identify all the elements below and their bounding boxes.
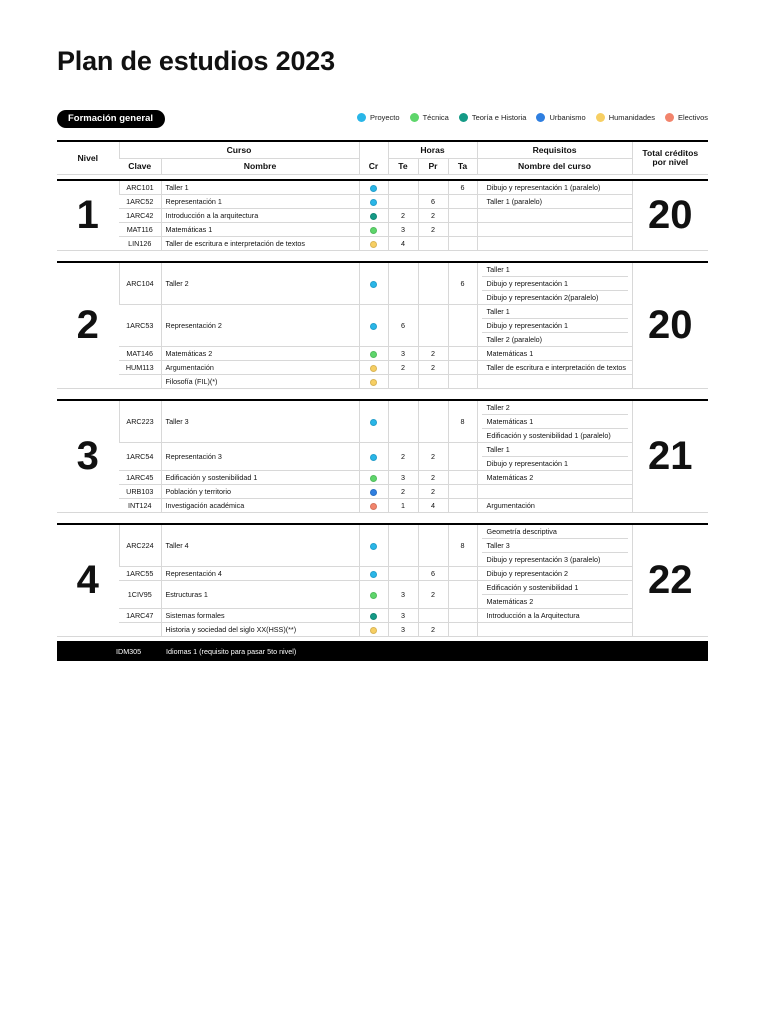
requirement: Dibujo y representación 1 (482, 319, 628, 333)
requirement (482, 223, 628, 236)
requirement: Matemáticas 1 (482, 415, 628, 429)
course-code: 1ARC52 (119, 195, 161, 209)
requirements-cell (477, 471, 632, 485)
credit-category (359, 180, 388, 195)
table-row (57, 361, 708, 375)
hours-ta (448, 443, 477, 471)
requirements-cell (477, 223, 632, 237)
table-row (57, 485, 708, 499)
hours-pr: 2 (418, 223, 448, 237)
category-dot-icon (370, 454, 377, 461)
header-clave: Clave (119, 159, 161, 175)
footer-bar (57, 641, 708, 661)
course-name: Representación 1 (161, 195, 359, 209)
requirement (482, 485, 628, 498)
category-dot-icon (370, 351, 377, 358)
credit-category (359, 262, 388, 305)
credit-category (359, 305, 388, 347)
requirements-cell (477, 567, 632, 581)
hours-pr (418, 400, 448, 443)
course-name: Argumentación (161, 361, 359, 375)
course-name: Taller 3 (161, 400, 359, 443)
hours-ta (448, 623, 477, 637)
requirements-cell (477, 195, 632, 209)
requirement: Geometría descriptiva (482, 525, 628, 539)
study-plan-table (57, 140, 708, 637)
course-code: URB103 (119, 485, 161, 499)
requirement: Dibujo y representación 1 (482, 277, 628, 291)
legend-item (665, 113, 708, 122)
requirement (482, 375, 628, 388)
hours-pr (418, 375, 448, 389)
level-total-credits: 20 (632, 180, 708, 251)
hours-te: 3 (388, 223, 418, 237)
requirement: Taller 1 (482, 305, 628, 319)
hours-ta (448, 347, 477, 361)
level-number: 1 (57, 180, 119, 251)
requirement: Introducción a la Arquitectura (486, 611, 580, 620)
requirement: Matemáticas 2 (486, 473, 534, 482)
credit-category (359, 209, 388, 223)
table-row (57, 223, 708, 237)
course-name: Filosofía (FIL)(*) (161, 375, 359, 389)
hours-pr (418, 609, 448, 623)
requirements-cell (477, 581, 632, 609)
hours-ta (448, 581, 477, 609)
requirement: Taller 3 (482, 539, 628, 553)
hours-ta (448, 223, 477, 237)
hours-te: 2 (388, 209, 418, 223)
category-dot-icon (370, 503, 377, 510)
hours-pr (418, 262, 448, 305)
requirement: Matemáticas 1 (486, 349, 534, 358)
header-nivel: Nivel (57, 141, 119, 175)
legend-color-icon (459, 113, 468, 122)
requirement: Taller 2 (paralelo) (486, 335, 543, 344)
requirement: Dibujo y representación 1 (486, 459, 569, 468)
hours-te: 2 (388, 485, 418, 499)
requirements-cell (477, 347, 632, 361)
credit-category (359, 567, 388, 581)
category-dot-icon (370, 543, 377, 550)
hours-pr (418, 524, 448, 567)
hours-pr (418, 237, 448, 251)
credit-category (359, 223, 388, 237)
course-name: Investigación académica (161, 499, 359, 513)
header-cr: Cr (359, 159, 388, 175)
hours-ta: 8 (448, 400, 477, 443)
table-row (57, 375, 708, 389)
course-code (119, 375, 161, 389)
course-name: Introducción a la arquitectura (161, 209, 359, 223)
legend-label: Electivos (677, 113, 708, 122)
legend-item (459, 113, 527, 122)
hours-ta (448, 609, 477, 623)
hours-ta (448, 499, 477, 513)
hours-te: 6 (388, 305, 418, 347)
credit-category (359, 499, 388, 513)
category-dot-icon (370, 323, 377, 330)
requirement (482, 209, 628, 222)
requirement (482, 237, 628, 250)
table-row (57, 262, 708, 305)
requirements-cell (477, 524, 632, 567)
legend-label: Humanidades (608, 113, 655, 122)
hours-ta (448, 485, 477, 499)
hours-te (388, 375, 418, 389)
course-name: Matemáticas 2 (161, 347, 359, 361)
header-pr: Pr (418, 159, 448, 175)
requirement: Edificación y sostenibilidad 1 (paralelo) (486, 431, 611, 440)
category-dot-icon (370, 185, 377, 192)
course-code: ARC223 (119, 400, 161, 443)
course-name: Representación 3 (161, 443, 359, 471)
table-row (57, 237, 708, 251)
table-row (57, 524, 708, 567)
credit-category (359, 485, 388, 499)
hours-pr: 2 (418, 361, 448, 375)
hours-pr: 2 (418, 209, 448, 223)
hours-te: 3 (388, 471, 418, 485)
category-dot-icon (370, 627, 377, 634)
requirements-cell (477, 375, 632, 389)
hours-te (388, 262, 418, 305)
hours-ta (448, 471, 477, 485)
table-row (57, 581, 708, 609)
table-row (57, 499, 708, 513)
requirement: Edificación y sostenibilidad 1 (482, 581, 628, 595)
hours-te: 2 (388, 361, 418, 375)
requirement: Dibujo y representación 3 (paralelo) (486, 555, 601, 564)
requirements-cell (477, 400, 632, 443)
credit-category (359, 623, 388, 637)
table-row (57, 400, 708, 443)
header-te: Te (388, 159, 418, 175)
hours-ta (448, 375, 477, 389)
requirements-cell (477, 262, 632, 305)
hours-pr (418, 180, 448, 195)
hours-pr: 6 (418, 567, 448, 581)
legend-label: Técnica (422, 113, 449, 122)
hours-pr: 2 (418, 623, 448, 637)
hours-ta (448, 237, 477, 251)
course-code: MAT116 (119, 223, 161, 237)
hours-ta (448, 195, 477, 209)
hours-ta: 8 (448, 524, 477, 567)
table-row (57, 209, 708, 223)
requirements-cell (477, 180, 632, 195)
credit-category (359, 471, 388, 485)
header-curso: Curso (119, 141, 359, 159)
hours-te: 4 (388, 237, 418, 251)
header-horas: Horas (388, 141, 477, 159)
legend-label: Proyecto (369, 113, 400, 122)
requirement: Dibujo y representación 2 (486, 569, 569, 578)
course-name: Estructuras 1 (161, 581, 359, 609)
course-code: LIN126 (119, 237, 161, 251)
category-dot-icon (370, 489, 377, 496)
hours-ta (448, 305, 477, 347)
level-group (57, 400, 708, 513)
table-row (57, 567, 708, 581)
level-group (57, 262, 708, 389)
course-code: ARC101 (119, 180, 161, 195)
course-name: Taller 2 (161, 262, 359, 305)
credit-category (359, 581, 388, 609)
course-code: 1ARC53 (119, 305, 161, 347)
course-code: 1ARC42 (119, 209, 161, 223)
section-pill: Formación general (57, 110, 165, 128)
requirement (482, 623, 628, 636)
hours-te: 3 (388, 623, 418, 637)
category-dot-icon (370, 379, 377, 386)
table-row (57, 609, 708, 623)
level-total-credits: 21 (632, 400, 708, 513)
hours-te: 1 (388, 499, 418, 513)
hours-ta: 6 (448, 262, 477, 305)
hours-te (388, 180, 418, 195)
category-dot-icon (370, 613, 377, 620)
header-requisitos: Requisitos (477, 141, 632, 159)
level-group (57, 524, 708, 637)
legend-item (596, 113, 655, 122)
footer-clave: IDM305 (116, 647, 142, 656)
legend-item (357, 113, 400, 122)
credit-category (359, 347, 388, 361)
credit-category (359, 524, 388, 567)
course-code: 1ARC47 (119, 609, 161, 623)
legend-label: Urbanismo (549, 113, 586, 122)
requirements-cell (477, 623, 632, 637)
table-row (57, 195, 708, 209)
course-name: Historia y sociedad del siglo XX(HSS)(**) (161, 623, 359, 637)
requirements-cell (477, 237, 632, 251)
requirement: Taller de escritura e interpretación de textos (486, 363, 626, 372)
course-name: Población y territorio (161, 485, 359, 499)
table-row (57, 471, 708, 485)
credit-category (359, 400, 388, 443)
course-code: ARC104 (119, 262, 161, 305)
course-name: Taller 1 (161, 180, 359, 195)
course-code: 1ARC45 (119, 471, 161, 485)
course-name: Taller de escritura e interpretación de textos (161, 237, 359, 251)
course-name: Taller 4 (161, 524, 359, 567)
hours-ta (448, 209, 477, 223)
level-total-credits: 22 (632, 524, 708, 637)
legend-color-icon (665, 113, 674, 122)
hours-ta: 6 (448, 180, 477, 195)
level-group (57, 180, 708, 251)
level-number: 3 (57, 400, 119, 513)
hours-te: 2 (388, 443, 418, 471)
hours-pr: 4 (418, 499, 448, 513)
hours-te: 3 (388, 581, 418, 609)
course-code: 1ARC54 (119, 443, 161, 471)
hours-ta (448, 567, 477, 581)
legend-item (536, 113, 585, 122)
hours-ta (448, 361, 477, 375)
legend-color-icon (596, 113, 605, 122)
hours-te (388, 524, 418, 567)
category-dot-icon (370, 365, 377, 372)
course-name: Edificación y sostenibilidad 1 (161, 471, 359, 485)
category-dot-icon (370, 571, 377, 578)
hours-te (388, 567, 418, 581)
requirement: Dibujo y representación 1 (paralelo) (486, 183, 601, 192)
footer-nombre: Idiomas 1 (requisito para pasar 5to nivel) (166, 647, 297, 656)
header-nombre: Nombre (161, 159, 359, 175)
requirements-cell (477, 443, 632, 471)
table-row (57, 305, 708, 347)
hours-pr (418, 305, 448, 347)
course-code: HUM113 (119, 361, 161, 375)
header-nombre-curso: Nombre del curso (477, 159, 632, 175)
category-dot-icon (370, 592, 377, 599)
requirement: Taller 1 (paralelo) (486, 197, 543, 206)
credit-category (359, 361, 388, 375)
hours-te: 3 (388, 347, 418, 361)
course-name: Representación 2 (161, 305, 359, 347)
requirement: Taller 2 (482, 401, 628, 415)
course-code: INT124 (119, 499, 161, 513)
requirements-cell (477, 305, 632, 347)
requirements-cell (477, 361, 632, 375)
course-name: Representación 4 (161, 567, 359, 581)
requirements-cell (477, 609, 632, 623)
level-number: 4 (57, 524, 119, 637)
hours-pr: 2 (418, 471, 448, 485)
course-code: MAT146 (119, 347, 161, 361)
hours-pr: 2 (418, 485, 448, 499)
credit-category (359, 375, 388, 389)
course-code: 1CIV95 (119, 581, 161, 609)
table-row (57, 623, 708, 637)
category-dot-icon (370, 419, 377, 426)
requirements-cell (477, 209, 632, 223)
hours-te (388, 195, 418, 209)
requirement: Argumentación (486, 501, 535, 510)
course-code (119, 623, 161, 637)
level-number: 2 (57, 262, 119, 389)
requirement: Matemáticas 2 (486, 597, 534, 606)
table-row (57, 347, 708, 361)
header-ta: Ta (448, 159, 477, 175)
table-row (57, 443, 708, 471)
requirement: Taller 1 (482, 443, 628, 457)
requirement: Dibujo y representación 2(paralelo) (486, 293, 599, 302)
course-code: 1ARC55 (119, 567, 161, 581)
category-dot-icon (370, 199, 377, 206)
requirements-cell (477, 485, 632, 499)
category-dot-icon (370, 241, 377, 248)
page-title: Plan de estudios 2023 (57, 46, 335, 76)
legend-color-icon (410, 113, 419, 122)
legend-color-icon (357, 113, 366, 122)
hours-te: 3 (388, 609, 418, 623)
course-code: ARC224 (119, 524, 161, 567)
category-dot-icon (370, 475, 377, 482)
category-dot-icon (370, 227, 377, 234)
legend-color-icon (536, 113, 545, 122)
category-dot-icon (370, 213, 377, 220)
hours-te (388, 400, 418, 443)
hours-pr: 2 (418, 347, 448, 361)
category-legend (357, 113, 708, 122)
course-name: Sistemas formales (161, 609, 359, 623)
credit-category (359, 237, 388, 251)
credit-category (359, 443, 388, 471)
hours-pr: 2 (418, 581, 448, 609)
credit-category (359, 609, 388, 623)
requirements-cell (477, 499, 632, 513)
requirement: Taller 1 (482, 263, 628, 277)
table-row (57, 180, 708, 195)
header-total: Total créditos por nivel (632, 141, 708, 175)
legend-item (410, 113, 449, 122)
level-total-credits: 20 (632, 262, 708, 389)
credit-category (359, 195, 388, 209)
category-dot-icon (370, 281, 377, 288)
hours-pr: 6 (418, 195, 448, 209)
course-name: Matemáticas 1 (161, 223, 359, 237)
legend-label: Teoría e Historia (471, 113, 527, 122)
hours-pr: 2 (418, 443, 448, 471)
